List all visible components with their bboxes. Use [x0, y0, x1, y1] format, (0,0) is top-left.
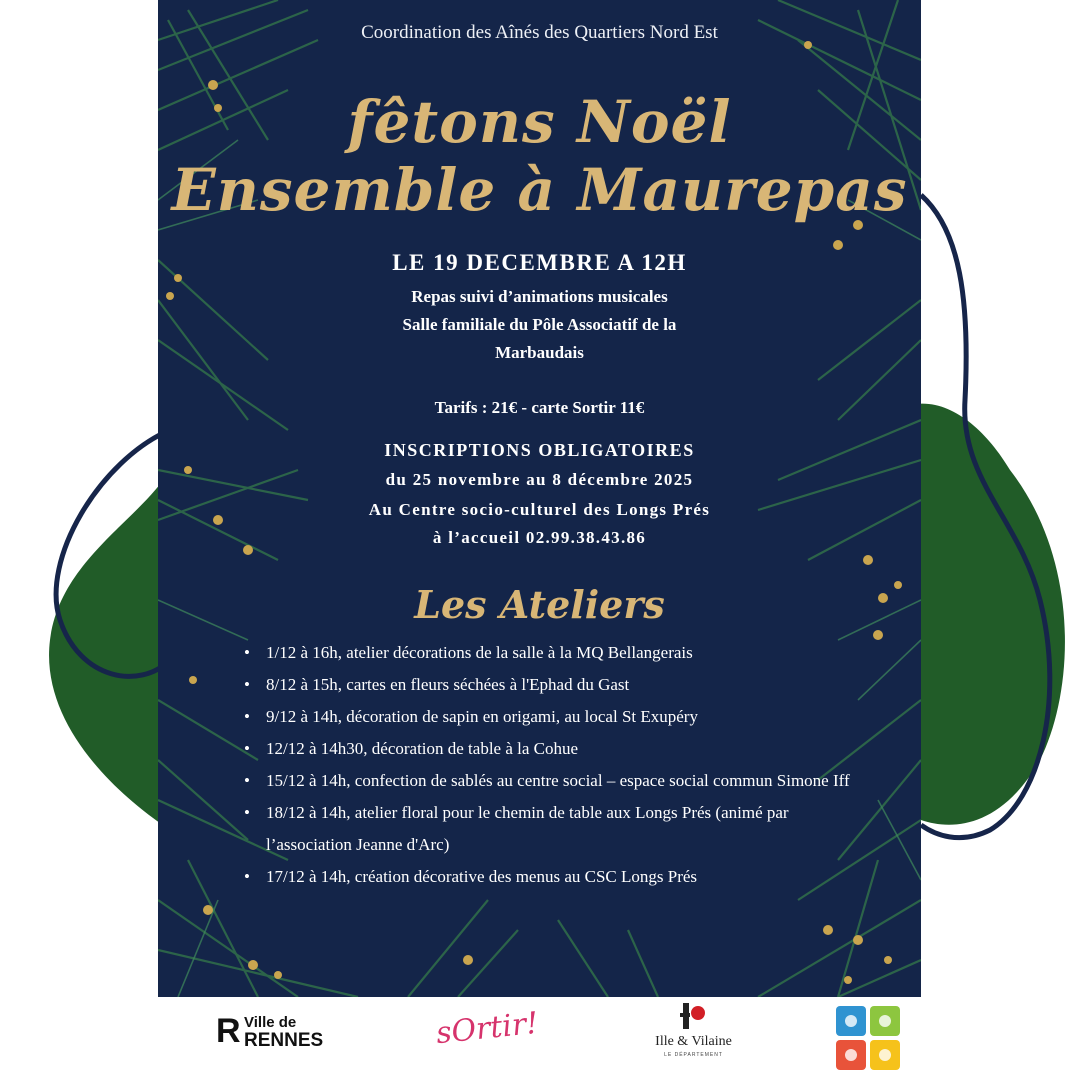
poster-content	[158, 0, 921, 997]
inscriptions-place: Au Centre socio-culturel des Longs Prés	[368, 500, 711, 519]
list-item	[244, 765, 854, 797]
atelier-text: 8/12 à 15h, cartes en fleurs séchées à l'Ephad du Gast	[266, 675, 630, 694]
event-info-line: Salle familiale du Pôle Associatif de la	[402, 315, 677, 334]
list-item	[244, 797, 854, 861]
rennes-logo-line2: RENNES	[244, 1030, 324, 1051]
atelier-text: 12/12 à 14h30, décoration de table à la Cohue	[266, 739, 579, 758]
bullet: •	[244, 803, 250, 822]
ille-et-vilaine-emblem-icon	[646, 1001, 741, 1033]
list-item	[244, 861, 854, 893]
bullet: •	[244, 675, 250, 694]
list-item	[244, 701, 854, 733]
bullet: •	[244, 643, 250, 662]
tarifs: Tarifs : 21€ - carte Sortir 11€	[434, 398, 645, 417]
bullet: •	[244, 707, 250, 726]
atelier-text: 9/12 à 14h, décoration de sapin en origami, au local St Exupéry	[266, 707, 698, 726]
atelier-text: 18/12 à 14h, atelier floral pour le chemin de table aux Longs Prés (animé par l’association Jeanne d'Arc)	[266, 803, 789, 854]
partner-logos-footer	[158, 997, 921, 1080]
title-line-2: Ensemble à Maurepas	[171, 156, 908, 224]
inscriptions-heading: INSCRIPTIONS OBLIGATOIRES	[384, 440, 695, 460]
bullet: •	[244, 867, 250, 886]
atelier-text: 15/12 à 14h, confection de sablés au centre social – espace social commun Simone Iff	[266, 771, 850, 790]
list-item	[244, 733, 854, 765]
ville-de-rennes-logo	[216, 1012, 326, 1052]
list-item	[244, 669, 854, 701]
atelier-text: 1/12 à 16h, atelier décorations de la salle à la MQ Bellangerais	[266, 643, 693, 662]
ateliers-title: Les Ateliers	[414, 582, 665, 627]
title-line-1: fêtons Noël	[347, 88, 732, 156]
list-item	[244, 637, 854, 669]
ille-et-vilaine-logo	[646, 1001, 741, 1071]
ille-et-vilaine-text: Ille & Vilaine	[655, 1034, 732, 1049]
sortir-logo: sOrtir!	[434, 1005, 540, 1052]
atelier-text: 17/12 à 14h, création décorative des menus au CSC Longs Prés	[266, 867, 698, 886]
colorful-squares-logo-icon	[836, 1006, 900, 1070]
inscriptions-phone: à l’accueil 02.99.38.43.86	[432, 528, 647, 547]
ille-et-vilaine-subtitle: LE DÉPARTEMENT	[664, 1052, 723, 1058]
rennes-mark-icon: R	[216, 1012, 241, 1050]
organizer-name: Coordination des Aînés des Quartiers Nord Est	[361, 22, 718, 43]
bullet: •	[244, 771, 250, 790]
event-date: LE 19 DECEMBRE A 12H	[392, 250, 687, 275]
bullet: •	[244, 739, 250, 758]
ateliers-list	[244, 637, 854, 893]
event-info-line: Repas suivi d’animations musicales	[411, 287, 668, 306]
rennes-logo-line1: Ville de	[244, 1014, 297, 1031]
event-info-line: Marbaudais	[495, 343, 584, 362]
poster	[158, 0, 921, 997]
inscriptions-dates: du 25 novembre au 8 décembre 2025	[385, 470, 694, 489]
